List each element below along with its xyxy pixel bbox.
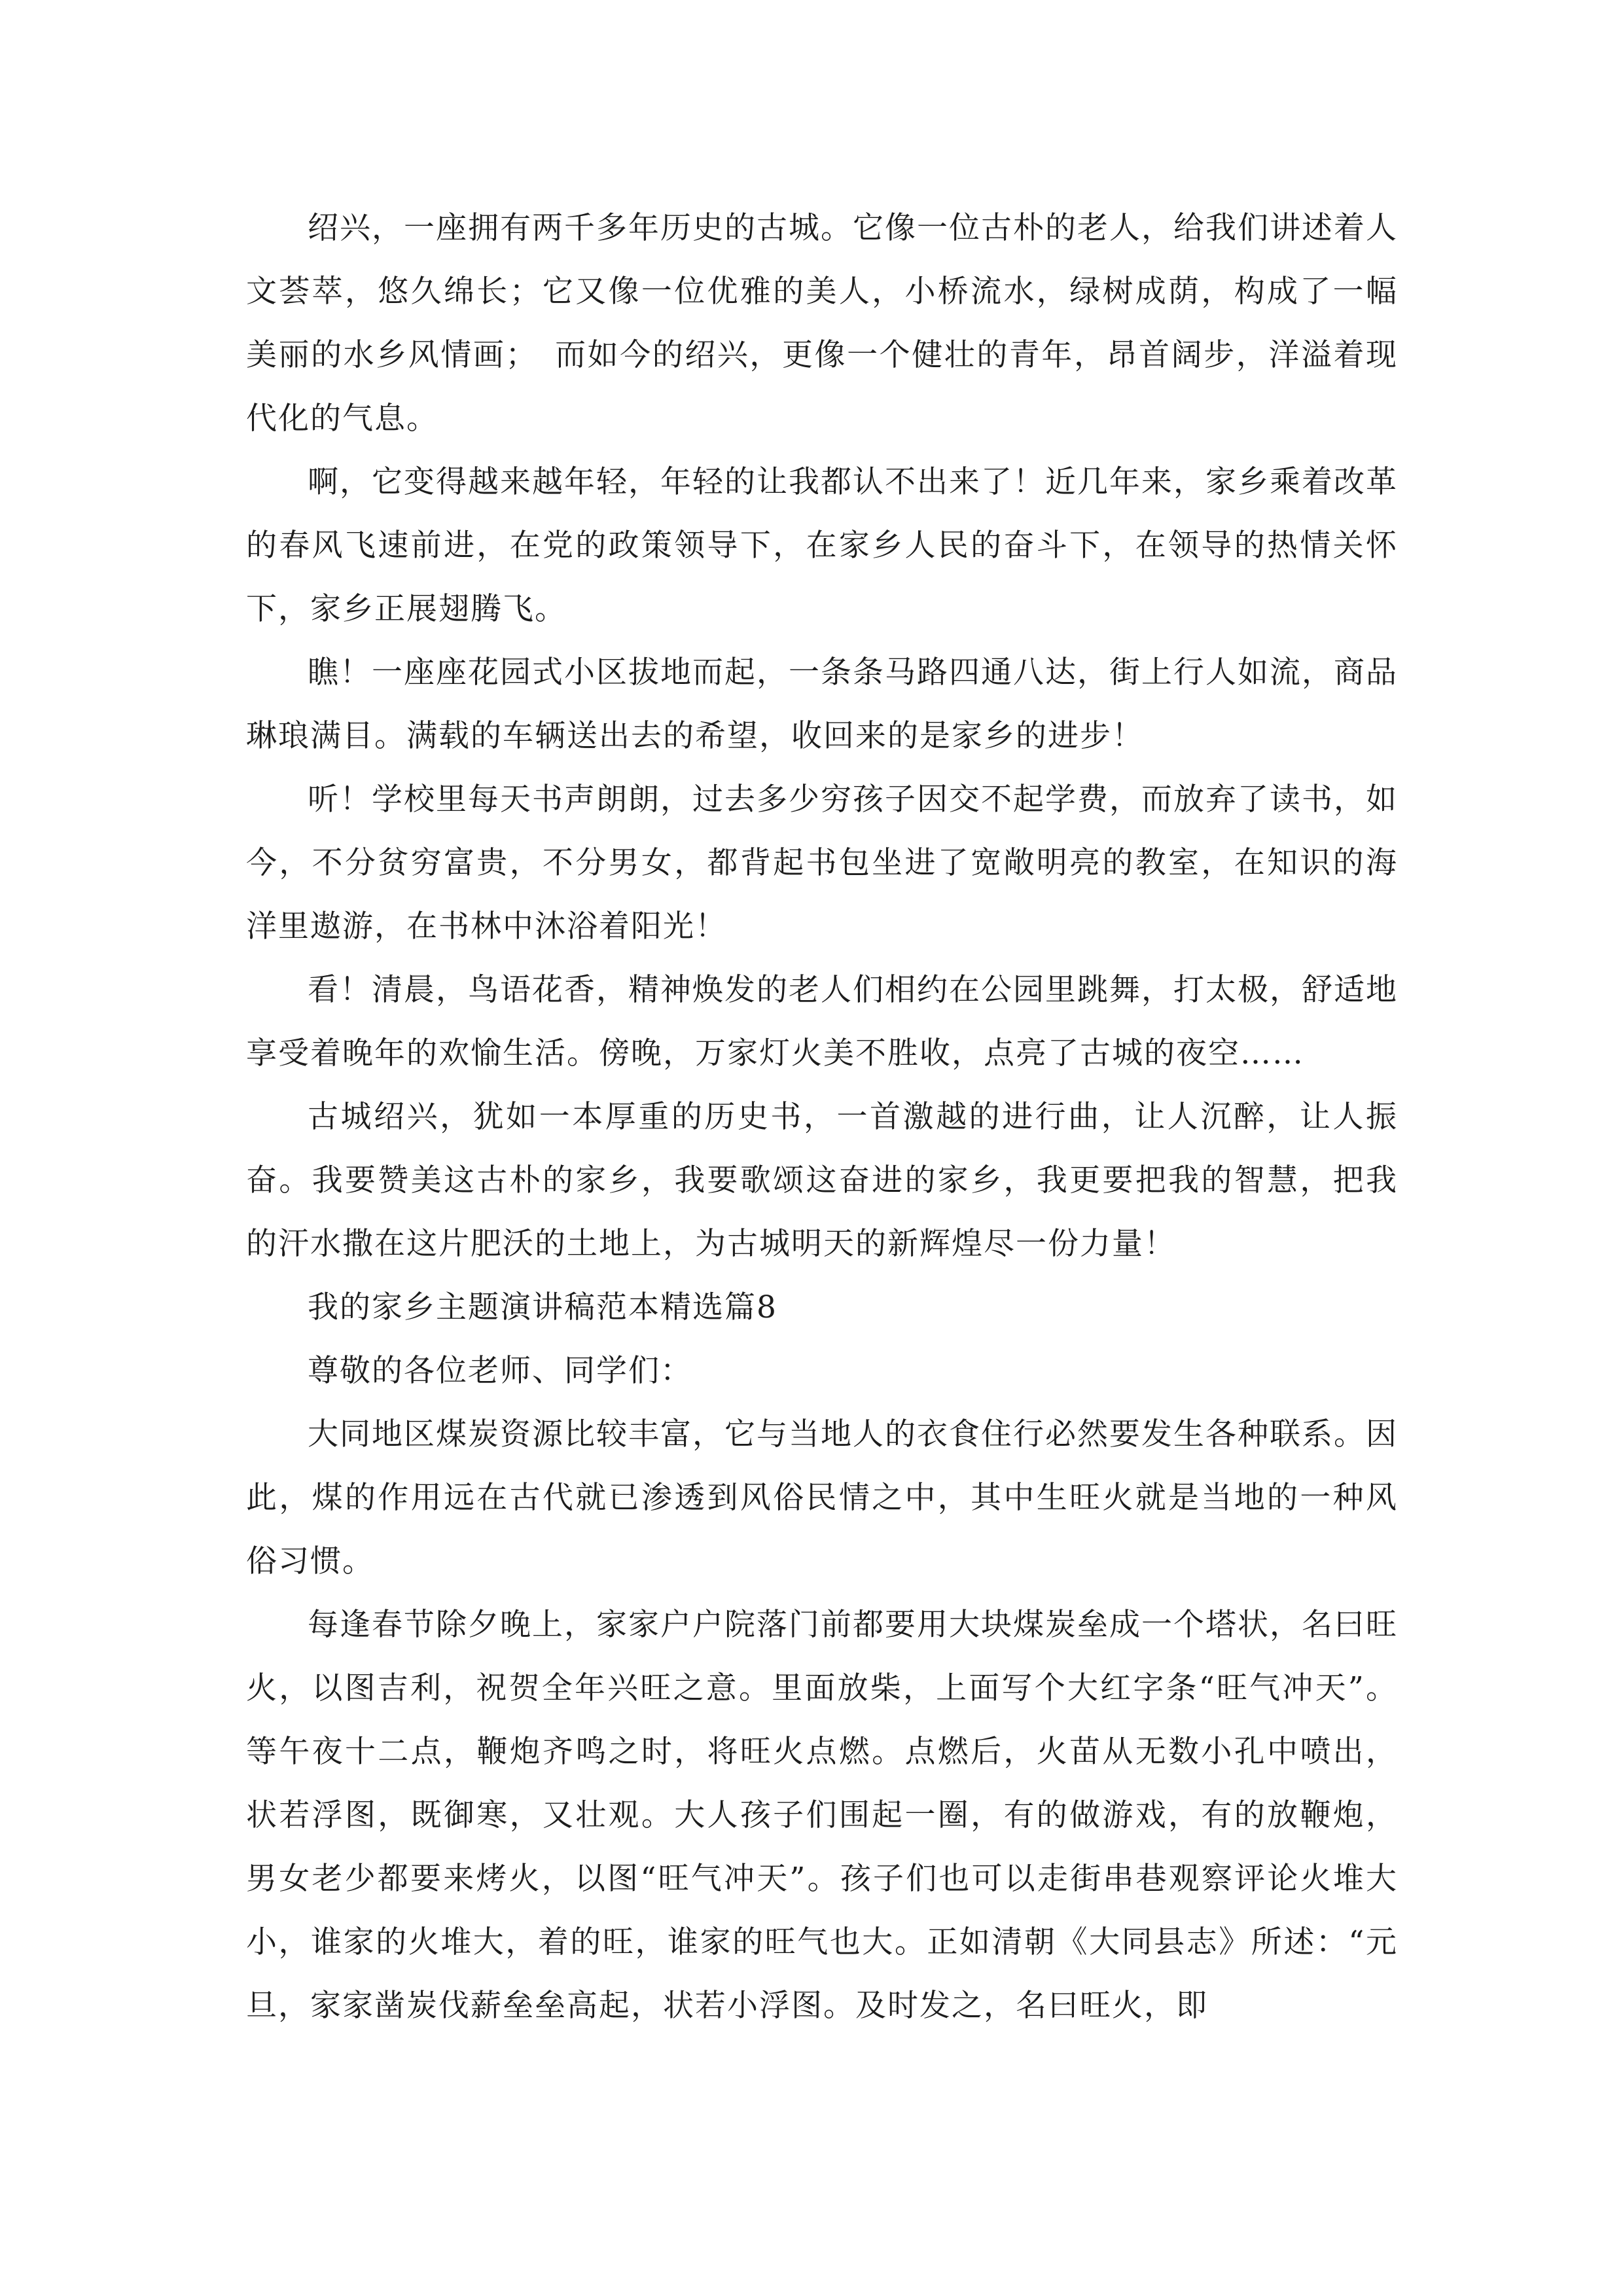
paragraph-watch-morning: 看！清晨，鸟语花香，精神焕发的老人们相约在公园里跳舞，打太极，舒适地享受着晚年的欢愉生活。傍晚，万家灯火美不胜收，点亮了古城的夜空…… — [246, 972, 1398, 1071]
paragraph-ancient-city: 古城绍兴，犹如一本厚重的历史书，一首激越的进行曲，让人沉醉，让人振奋。我要赞美这古朴的家乡，我要歌颂这奋进的家乡，我更要把我的智慧，把我的汗水撒在这片肥沃的土地上，为古城明天的新辉煌尽一份力量！ — [246, 1099, 1398, 1262]
document-body — [246, 196, 1398, 2037]
paragraph-look-community: 瞧！一座座花园式小区拔地而起，一条条马路四通八达，街上行人如流，商品琳琅满目。满载的车辆送出去的希望，收回来的是家乡的进步！ — [246, 655, 1398, 754]
greeting-line: 尊敬的各位老师、同学们： — [308, 1353, 692, 1389]
paragraph-listen-school: 听！学校里每天书声朗朗，过去多少穷孩子因交不起学费，而放弃了读书，如今，不分贫穷富贵，不分男女，都背起书包坐进了宽敞明亮的教室，在知识的海洋里遨游，在书林中沐浴着阳光！ — [246, 781, 1398, 944]
paragraph-datong-coal: 大同地区煤炭资源比较丰富，它与当地人的衣食住行必然要发生各种联系。因此，煤的作用远在古代就已渗透到风俗民情之中，其中生旺火就是当地的一种风俗习惯。 — [246, 1416, 1398, 1579]
section-heading: 我的家乡主题演讲稿范本精选篇8 — [308, 1289, 777, 1325]
paragraph-hometown-younger: 啊，它变得越来越年轻，年轻的让我都认不出来了！近几年来，家乡乘着改革的春风飞速前进，在党的政策领导下，在家乡人民的奋斗下，在领导的热情关怀下，家乡正展翅腾飞。 — [246, 464, 1398, 627]
paragraph-spring-festival-fire: 每逢春节除夕晚上，家家户户院落门前都要用大块煤炭垒成一个塔状，名曰旺火，以图吉利，祝贺全年兴旺之意。里面放柴，上面写个大红字条“旺气冲天”。等午夜十二点，鞭炮齐鸣之时，将旺火点燃。点燃后，火苗从无数小孔中喷出，状若浮图，既御寒，又壮观。大人孩子们围起一圈，有的做游戏，有的放鞭炮，男女老少都要来烤火，以图“旺气冲天”。孩子们也可以走街串巷观察评论火堆大小，谁家的火堆大，着的旺，谁家的旺气也大。正如清朝《大同县志》所述：“元旦，家家凿炭伐薪垒垒高起，状若小浮图。及时发之，名曰旺火，即 — [246, 1607, 1398, 2024]
paragraph-shaoxing-intro: 绍兴，一座拥有两千多年历史的古城。它像一位古朴的老人，给我们讲述着人文荟萃，悠久绵长；它又像一位优雅的美人，小桥流水，绿树成荫，构成了一幅美丽的水乡风情画； 而如今的绍兴，更像一个健壮的青年，昂首阔步，洋溢着现代化的气息。 — [246, 210, 1398, 437]
